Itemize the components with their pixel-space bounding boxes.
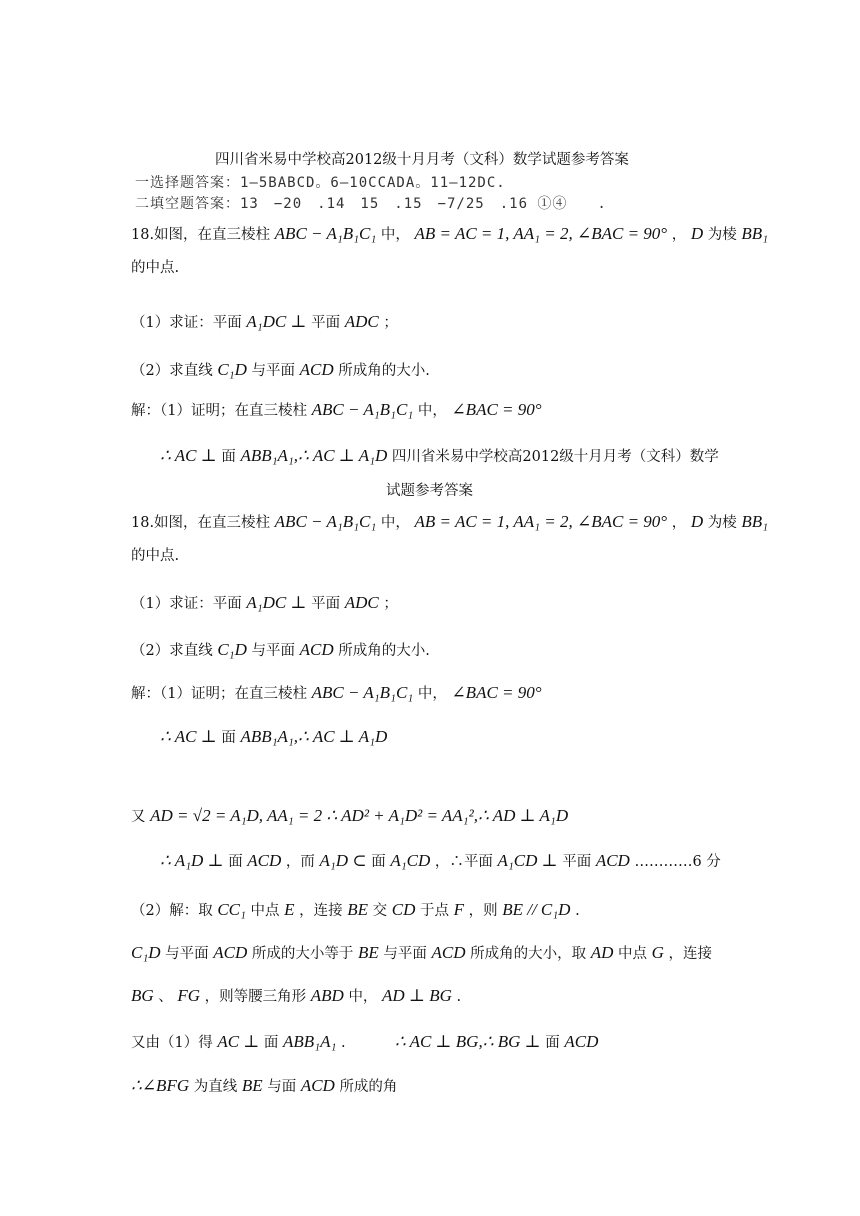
angle-size-text: 所成角的大小. [338,643,430,659]
formed-angle-text: 所成的角 [339,1079,398,1095]
lianjie-text: ，连接 [668,946,712,962]
from-part1-line [131,1032,598,1053]
semicolon: ； [383,596,398,612]
expr-be-parallel: BE // C₁D [502,900,571,919]
prism-expr: ABC − A₁B₁C₁ [274,512,377,531]
conditions-expr: AB = AC = 1, AA₁ = 2, ∠BAC = 90° [414,224,668,243]
expr-cc1: CC₁ [217,900,246,919]
fill-blank-answers: 二填空题答案：13 −20 .14 15 .15 −7/25 .16 ①④ . [135,196,607,212]
zhong-text: 中， [348,989,378,1005]
with-plane-text: 与平面 [251,643,295,659]
part-2-label: （2）求直线 [131,363,213,379]
expr-abb1a1: ABB₁A₁ [283,1032,337,1051]
prism-expr: ABC − A₁B₁C₁ [274,224,377,243]
zhong-text: 中， [380,227,410,243]
comma-text: ， [671,227,687,243]
comma-text: ， [671,515,687,531]
mid-edge-text: 为棱 [707,515,737,531]
plane-text: 平面 [311,315,341,331]
plane-text: 平面 [311,596,341,612]
title-repeat-a: 四川省米易中学校高2012级十月月考（文科）数学 [391,449,719,465]
dun-text: 、 [158,989,173,1005]
solution-1-line-repeat [131,683,542,704]
expr-fg: FG [177,986,201,1005]
prism-expr: ABC − A₁B₁C₁ [311,400,414,419]
expr-c1d: C₁D [217,360,247,379]
period: . [575,903,580,919]
expr-ad-perp-bg: AD ⊥ BG [382,986,452,1005]
part-2-label: （2）求直线 [131,643,213,659]
zhong-text: 中， [380,515,410,531]
expr-a1cd-perp: A₁CD ⊥ [497,851,558,870]
yu-dian-text: 于点 [420,903,449,919]
expr-adc: ADC [344,593,379,612]
expr-adc: ADC [344,312,379,331]
solution-therefore-line [160,446,719,467]
part-2-solution-line [131,900,580,921]
mid-edge-text: 为棱 [707,227,737,243]
solution-therefore-line-repeat [160,727,387,748]
from-1-text: 又由（1）得 [131,1035,213,1051]
part-1-question-repeat [131,593,398,614]
expr-bg-perp: ∴ AC ⊥ BG,∴ BG ⊥ [394,1032,541,1051]
you-text: 又 [131,809,146,825]
mid-text: 中点 [250,903,280,919]
mian-text: 面 [221,730,236,746]
part-1-label: （1）求证：平面 [131,315,242,331]
mian-text: 面 [263,1035,279,1051]
expr-bg: BG [131,986,154,1005]
expr-acd: ACD [564,1032,599,1051]
expr-be: BE [357,943,379,962]
expr-abb1a1: ABB₁A₁,∴ AC ⊥ A₁D [240,446,388,465]
expr-acd: ACD [595,851,630,870]
so-plane-text: ，∴平面 [434,854,493,870]
a1d-perp-line [160,851,721,872]
intro-text: 18.如图，在直三棱柱 [131,515,271,531]
ze-text: ，则 [468,903,498,919]
angle-bac: ∠BAC = 90° [451,400,542,419]
conditions-expr: AB = AC = 1, AA₁ = 2, ∠BAC = 90° [414,512,668,531]
connect-text: ，连接 [299,903,343,919]
jiao-text: 交 [372,903,388,919]
edge-bb1: BB₁ [741,224,769,243]
plane-text: 平面 [562,854,592,870]
period: . [341,1035,346,1051]
mian-text: 面 [221,449,236,465]
angle-bfg-line [131,1076,397,1097]
expr-acd: ACD [431,943,466,962]
problem-18-line1-repeat [131,512,768,533]
semicolon: ； [383,315,398,331]
expr-ad-eq: AD = √2 = A₁D, AA₁ = 2 ∴ AD² + A₁D² = AA₁²,∴ AD ⊥ A₁D [150,806,569,825]
expr-ad: AD [590,943,614,962]
expr-a1dc: A₁DC ⊥ [246,312,307,331]
page-title: 四川省米易中学校高2012级十月月考（文科）数学试题参考答案 [215,152,629,168]
angle-equality-line [131,943,712,964]
mian-text: 面 [371,854,386,870]
intro-text: 18.如图，在直三棱柱 [131,227,271,243]
expr-abb1a1: ABB₁A₁,∴ AC ⊥ A₁D [240,727,388,746]
point-f: F [453,900,464,919]
zhong-text: 中， [417,686,447,702]
with-mian-text: 与面 [267,1079,297,1095]
expr-acd: ACD [299,360,334,379]
expr-be: BE [347,900,369,919]
with-plane-text: 与平面 [165,946,209,962]
score-marker: …………6 分 [634,854,721,870]
expr-a1d-sub: A₁D ⊂ [319,851,367,870]
multiple-choice-answers: 一选择题答案：1—5BABCD。6—10CCADA。11—12DC. [135,175,506,191]
part-1-question [131,312,398,333]
take-text: 所成角的大小，取 [470,946,587,962]
expr-angle-bfg: ∴∠BFG [131,1076,190,1095]
er-text: ，而 [285,854,315,870]
is-angle-text: 为直线 [193,1079,238,1095]
equals-text: 所成的大小等于 [251,946,354,962]
title-repeat-b: 试题参考答案 [386,483,473,499]
part-1-label: （1）求证：平面 [131,596,242,612]
solution-label: 解：（1）证明；在直三棱柱 [131,403,307,419]
with-plane-text: 与平面 [383,946,427,962]
part-2-question [131,360,430,381]
edge-bb1: BB₁ [741,512,769,531]
solution-label: 解：（1）证明；在直三棱柱 [131,686,307,702]
expr-acd: ACD [247,851,282,870]
expr-cd: CD [391,900,416,919]
expr-a1d-perp: ∴ A₁D ⊥ [160,851,224,870]
period: . [456,989,462,1005]
mid-text: 中点 [617,946,647,962]
expr-ac-perp: ∴ AC ⊥ [160,727,217,746]
point-d: D [690,512,704,531]
expr-be: BE [241,1076,263,1095]
angle-bac: ∠BAC = 90° [451,683,542,702]
solution-1-line [131,400,542,421]
mian-text: 面 [545,1035,560,1051]
angle-size-text: 所成角的大小. [338,363,430,379]
point-e: E [284,900,295,919]
isosceles-line [131,986,461,1007]
with-plane-text: 与平面 [251,363,295,379]
zhong-text: 中， [417,403,447,419]
part-2-question-repeat [131,640,430,661]
expr-c1d: C₁D [217,640,247,659]
problem-18-line2: 的中点. [131,260,180,276]
expr-acd: ACD [300,1076,335,1095]
expr-acd: ACD [299,640,334,659]
mian-text: 面 [228,854,243,870]
prism-expr: ABC − A₁B₁C₁ [311,683,414,702]
point-g: G [651,943,664,962]
expr-ac-perp: AC ⊥ [217,1032,260,1051]
expr-a1cd: A₁CD [390,851,431,870]
isosceles-text: ，则等腰三角形 [204,989,307,1005]
ad-equation-line [131,806,568,827]
expr-ac-perp: ∴ AC ⊥ [160,446,217,465]
expr-acd: ACD [213,943,248,962]
problem-18-line1 [131,224,768,245]
point-d: D [690,224,704,243]
expr-abd: ABD [310,986,344,1005]
part-2-solution-label: （2）解：取 [131,903,213,919]
expr-c1d: C₁D [131,943,161,962]
expr-a1dc: A₁DC ⊥ [246,593,307,612]
problem-18-line2-repeat: 的中点. [131,548,180,564]
